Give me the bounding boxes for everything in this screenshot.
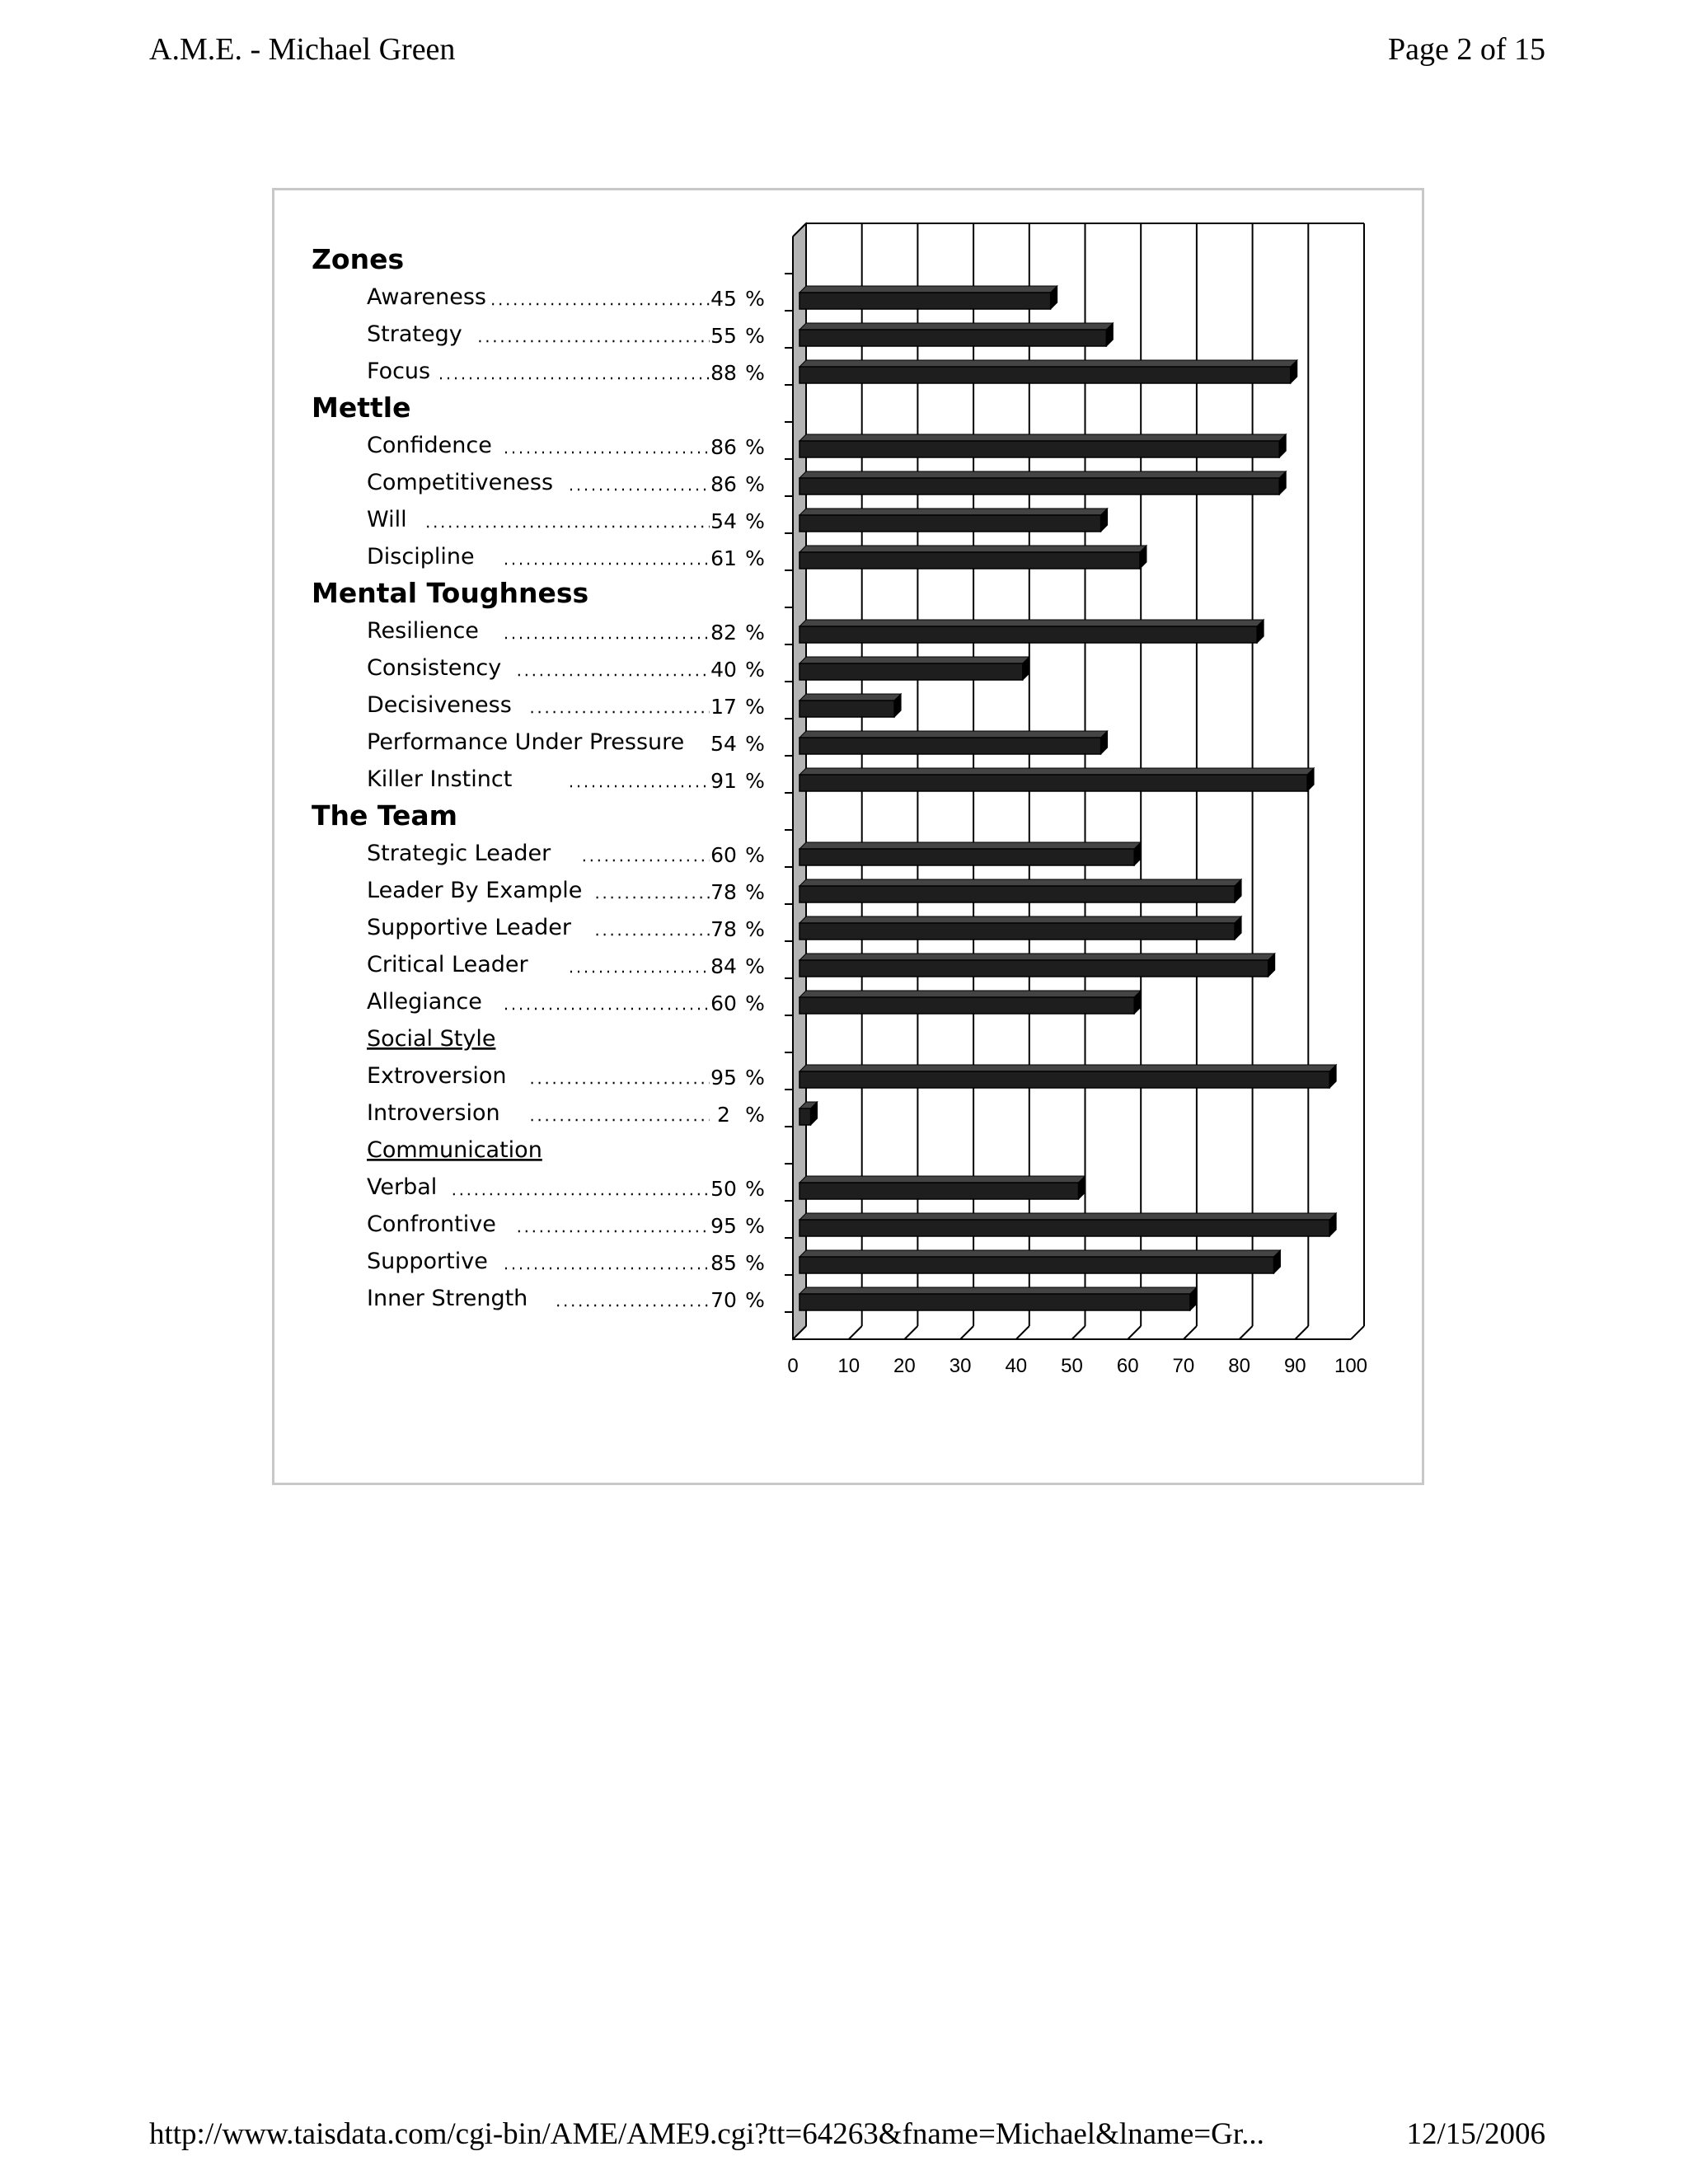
- floor-tick: [960, 1326, 973, 1339]
- bar-value-awareness: 45: [710, 287, 737, 311]
- bar-allegiance: [799, 997, 1134, 1014]
- bar-introversion: [799, 1108, 811, 1125]
- floor-tick: [849, 1326, 862, 1339]
- bar-awareness: [799, 293, 1051, 309]
- x-tick-label: 60: [1116, 1355, 1139, 1377]
- bar-unit: %: [745, 1251, 765, 1275]
- bar-value-introversion: 2: [717, 1103, 730, 1127]
- bar-strategy: [799, 330, 1106, 346]
- bar-unit: %: [745, 843, 765, 867]
- bar-value-supportive-leader: 78: [710, 917, 737, 941]
- bar-top: [799, 509, 1108, 515]
- bar-value-extroversion: 95: [710, 1066, 737, 1090]
- floor-tick: [904, 1326, 917, 1339]
- bar-label-confidence: Confidence: [367, 433, 492, 458]
- bar-label-supportive-leader: Supportive Leader: [367, 915, 571, 940]
- x-tick-label: 80: [1228, 1355, 1250, 1377]
- bar-value-strategic-leader: 60: [710, 843, 737, 867]
- bar-killer-instinct: [799, 775, 1307, 791]
- bar-unit: %: [745, 1288, 765, 1312]
- bar-value-resilience: 82: [710, 621, 737, 644]
- bar-label-resilience: Resilience: [367, 618, 479, 644]
- bar-label-discipline: Discipline: [367, 544, 475, 569]
- bar-top: [799, 360, 1297, 367]
- bar-verbal: [799, 1183, 1079, 1199]
- bar-leader-by-example: [799, 886, 1235, 902]
- bar-top: [799, 434, 1286, 441]
- bar-unit: %: [745, 287, 765, 311]
- bar-top: [799, 842, 1141, 849]
- bar-value-inner-strength: 70: [710, 1288, 737, 1312]
- x-tick-label: 90: [1283, 1355, 1306, 1377]
- bar-performance-under-pressure: [799, 738, 1101, 754]
- bar-top: [799, 1287, 1197, 1294]
- bar-top: [799, 916, 1241, 923]
- bar-competitiveness: [799, 478, 1279, 494]
- bar-confrontive: [799, 1220, 1329, 1236]
- bar-unit: %: [745, 621, 765, 644]
- bar-unit: %: [745, 1177, 765, 1201]
- bar-label-leader-by-example: Leader By Example: [367, 878, 583, 903]
- x-tick-label: 0: [787, 1355, 799, 1377]
- bar-top: [799, 694, 901, 701]
- bar-top: [799, 620, 1264, 626]
- bar-value-decisiveness: 17: [710, 695, 737, 719]
- floor-tick: [1128, 1326, 1141, 1339]
- x-tick-label: 20: [893, 1355, 916, 1377]
- x-tick-label: 10: [837, 1355, 860, 1377]
- footer-url: http://www.taisdata.com/cgi-bin/AME/AME9.cgi?tt=64263&fname=Michael&lname=Gr...: [149, 2117, 1264, 2151]
- bar-top: [799, 657, 1029, 663]
- bar-value-killer-instinct: 91: [710, 769, 737, 793]
- x-tick-label: 30: [949, 1355, 972, 1377]
- subheading-communication: Communication: [367, 1137, 542, 1163]
- bar-top: [799, 954, 1275, 960]
- bar-value-will: 54: [710, 509, 737, 533]
- bar-value-confrontive: 95: [710, 1214, 737, 1238]
- bar-label-decisiveness: Decisiveness: [367, 692, 512, 718]
- category-heading-mettle: Mettle: [312, 391, 411, 424]
- bar-label-killer-instinct: Killer Instinct: [367, 766, 513, 792]
- page-header-title: A.M.E. - Michael Green: [149, 32, 456, 67]
- bar-value-confidence: 86: [710, 435, 737, 459]
- category-heading-mental-toughness: Mental Toughness: [312, 577, 589, 609]
- bar-critical-leader: [799, 960, 1268, 977]
- bar-unit: %: [745, 361, 765, 385]
- category-heading-zones: Zones: [312, 243, 405, 275]
- bar-unit: %: [745, 658, 765, 682]
- bar-label-awareness: Awareness: [367, 284, 486, 310]
- bar-label-allegiance: Allegiance: [367, 989, 482, 1015]
- bar-top: [799, 546, 1146, 552]
- bar-label-performance-under-pressure: Performance Under Pressure: [367, 729, 685, 755]
- bar-strategic-leader: [799, 849, 1134, 865]
- bar-unit: %: [745, 732, 765, 756]
- floor-tick: [1184, 1326, 1197, 1339]
- bar-will: [799, 515, 1101, 532]
- bar-unit: %: [745, 324, 765, 348]
- bar-top: [799, 731, 1108, 738]
- bar-value-consistency: 40: [710, 658, 737, 682]
- footer-date: 12/15/2006: [1406, 2117, 1545, 2151]
- bar-unit: %: [745, 695, 765, 719]
- bar-supportive: [799, 1257, 1273, 1273]
- bar-label-competitiveness: Competitiveness: [367, 470, 554, 495]
- bar-unit: %: [745, 509, 765, 533]
- bar-label-critical-leader: Critical Leader: [367, 952, 528, 977]
- bar-label-confrontive: Confrontive: [367, 1212, 496, 1237]
- x-tick-label: 40: [1005, 1355, 1028, 1377]
- bar-label-consistency: Consistency: [367, 655, 502, 681]
- floor-tick: [1351, 1326, 1364, 1339]
- bar-top: [799, 1176, 1085, 1183]
- bar-top: [799, 1065, 1336, 1071]
- bar-label-inner-strength: Inner Strength: [367, 1286, 528, 1311]
- floor-tick: [1240, 1326, 1253, 1339]
- bar-value-competitiveness: 86: [710, 472, 737, 496]
- bar-focus: [799, 367, 1291, 383]
- category-heading-the-team: The Team: [312, 799, 458, 832]
- bar-value-critical-leader: 84: [710, 954, 737, 978]
- bar-decisiveness: [799, 701, 894, 717]
- floor-tick: [1295, 1326, 1308, 1339]
- bar-value-focus: 88: [710, 361, 737, 385]
- bar-top: [799, 991, 1141, 997]
- x-tick-label: 100: [1334, 1355, 1368, 1377]
- bar-chart: [274, 190, 1422, 1483]
- floor-tick: [1016, 1326, 1029, 1339]
- bar-unit: %: [745, 1103, 765, 1127]
- bar-top: [799, 286, 1057, 293]
- bar-unit: %: [745, 769, 765, 793]
- bar-unit: %: [745, 546, 765, 570]
- bar-value-allegiance: 60: [710, 991, 737, 1015]
- bar-top: [799, 1250, 1280, 1257]
- bar-value-performance-under-pressure: 54: [710, 732, 737, 756]
- bar-label-will: Will: [367, 507, 407, 532]
- bar-unit: %: [745, 1214, 765, 1238]
- page-number: Page 2 of 15: [1387, 32, 1545, 67]
- bar-discipline: [799, 552, 1140, 569]
- bar-value-verbal: 50: [710, 1177, 737, 1201]
- chart-panel: [272, 188, 1424, 1485]
- bar-unit: %: [745, 991, 765, 1015]
- x-tick-label: 50: [1061, 1355, 1083, 1377]
- x-tick-label: 70: [1172, 1355, 1195, 1377]
- bar-resilience: [799, 626, 1257, 643]
- bar-top: [799, 1213, 1336, 1220]
- bar-label-supportive: Supportive: [367, 1249, 488, 1274]
- bar-label-introversion: Introversion: [367, 1100, 500, 1126]
- bar-unit: %: [745, 880, 765, 904]
- bar-value-strategy: 55: [710, 324, 737, 348]
- bar-supportive-leader: [799, 923, 1235, 940]
- bar-top: [799, 768, 1314, 775]
- bar-inner-strength: [799, 1294, 1190, 1310]
- bar-top: [799, 471, 1286, 478]
- bar-label-extroversion: Extroversion: [367, 1063, 507, 1089]
- bar-label-verbal: Verbal: [367, 1174, 438, 1200]
- bar-confidence: [799, 441, 1279, 457]
- bar-unit: %: [745, 435, 765, 459]
- bar-unit: %: [745, 917, 765, 941]
- bar-label-focus: Focus: [367, 359, 431, 384]
- bar-top: [799, 323, 1113, 330]
- bar-top: [799, 879, 1241, 886]
- bar-consistency: [799, 663, 1023, 680]
- bar-value-leader-by-example: 78: [710, 880, 737, 904]
- floor-tick: [1072, 1326, 1085, 1339]
- bar-value-discipline: 61: [710, 546, 737, 570]
- bar-value-supportive: 85: [710, 1251, 737, 1275]
- bar-unit: %: [745, 954, 765, 978]
- bar-unit: %: [745, 1066, 765, 1090]
- bar-label-strategy: Strategy: [367, 321, 462, 347]
- bar-extroversion: [799, 1071, 1329, 1088]
- bar-unit: %: [745, 472, 765, 496]
- subheading-social-style: Social Style: [367, 1026, 496, 1052]
- bar-label-strategic-leader: Strategic Leader: [367, 841, 551, 866]
